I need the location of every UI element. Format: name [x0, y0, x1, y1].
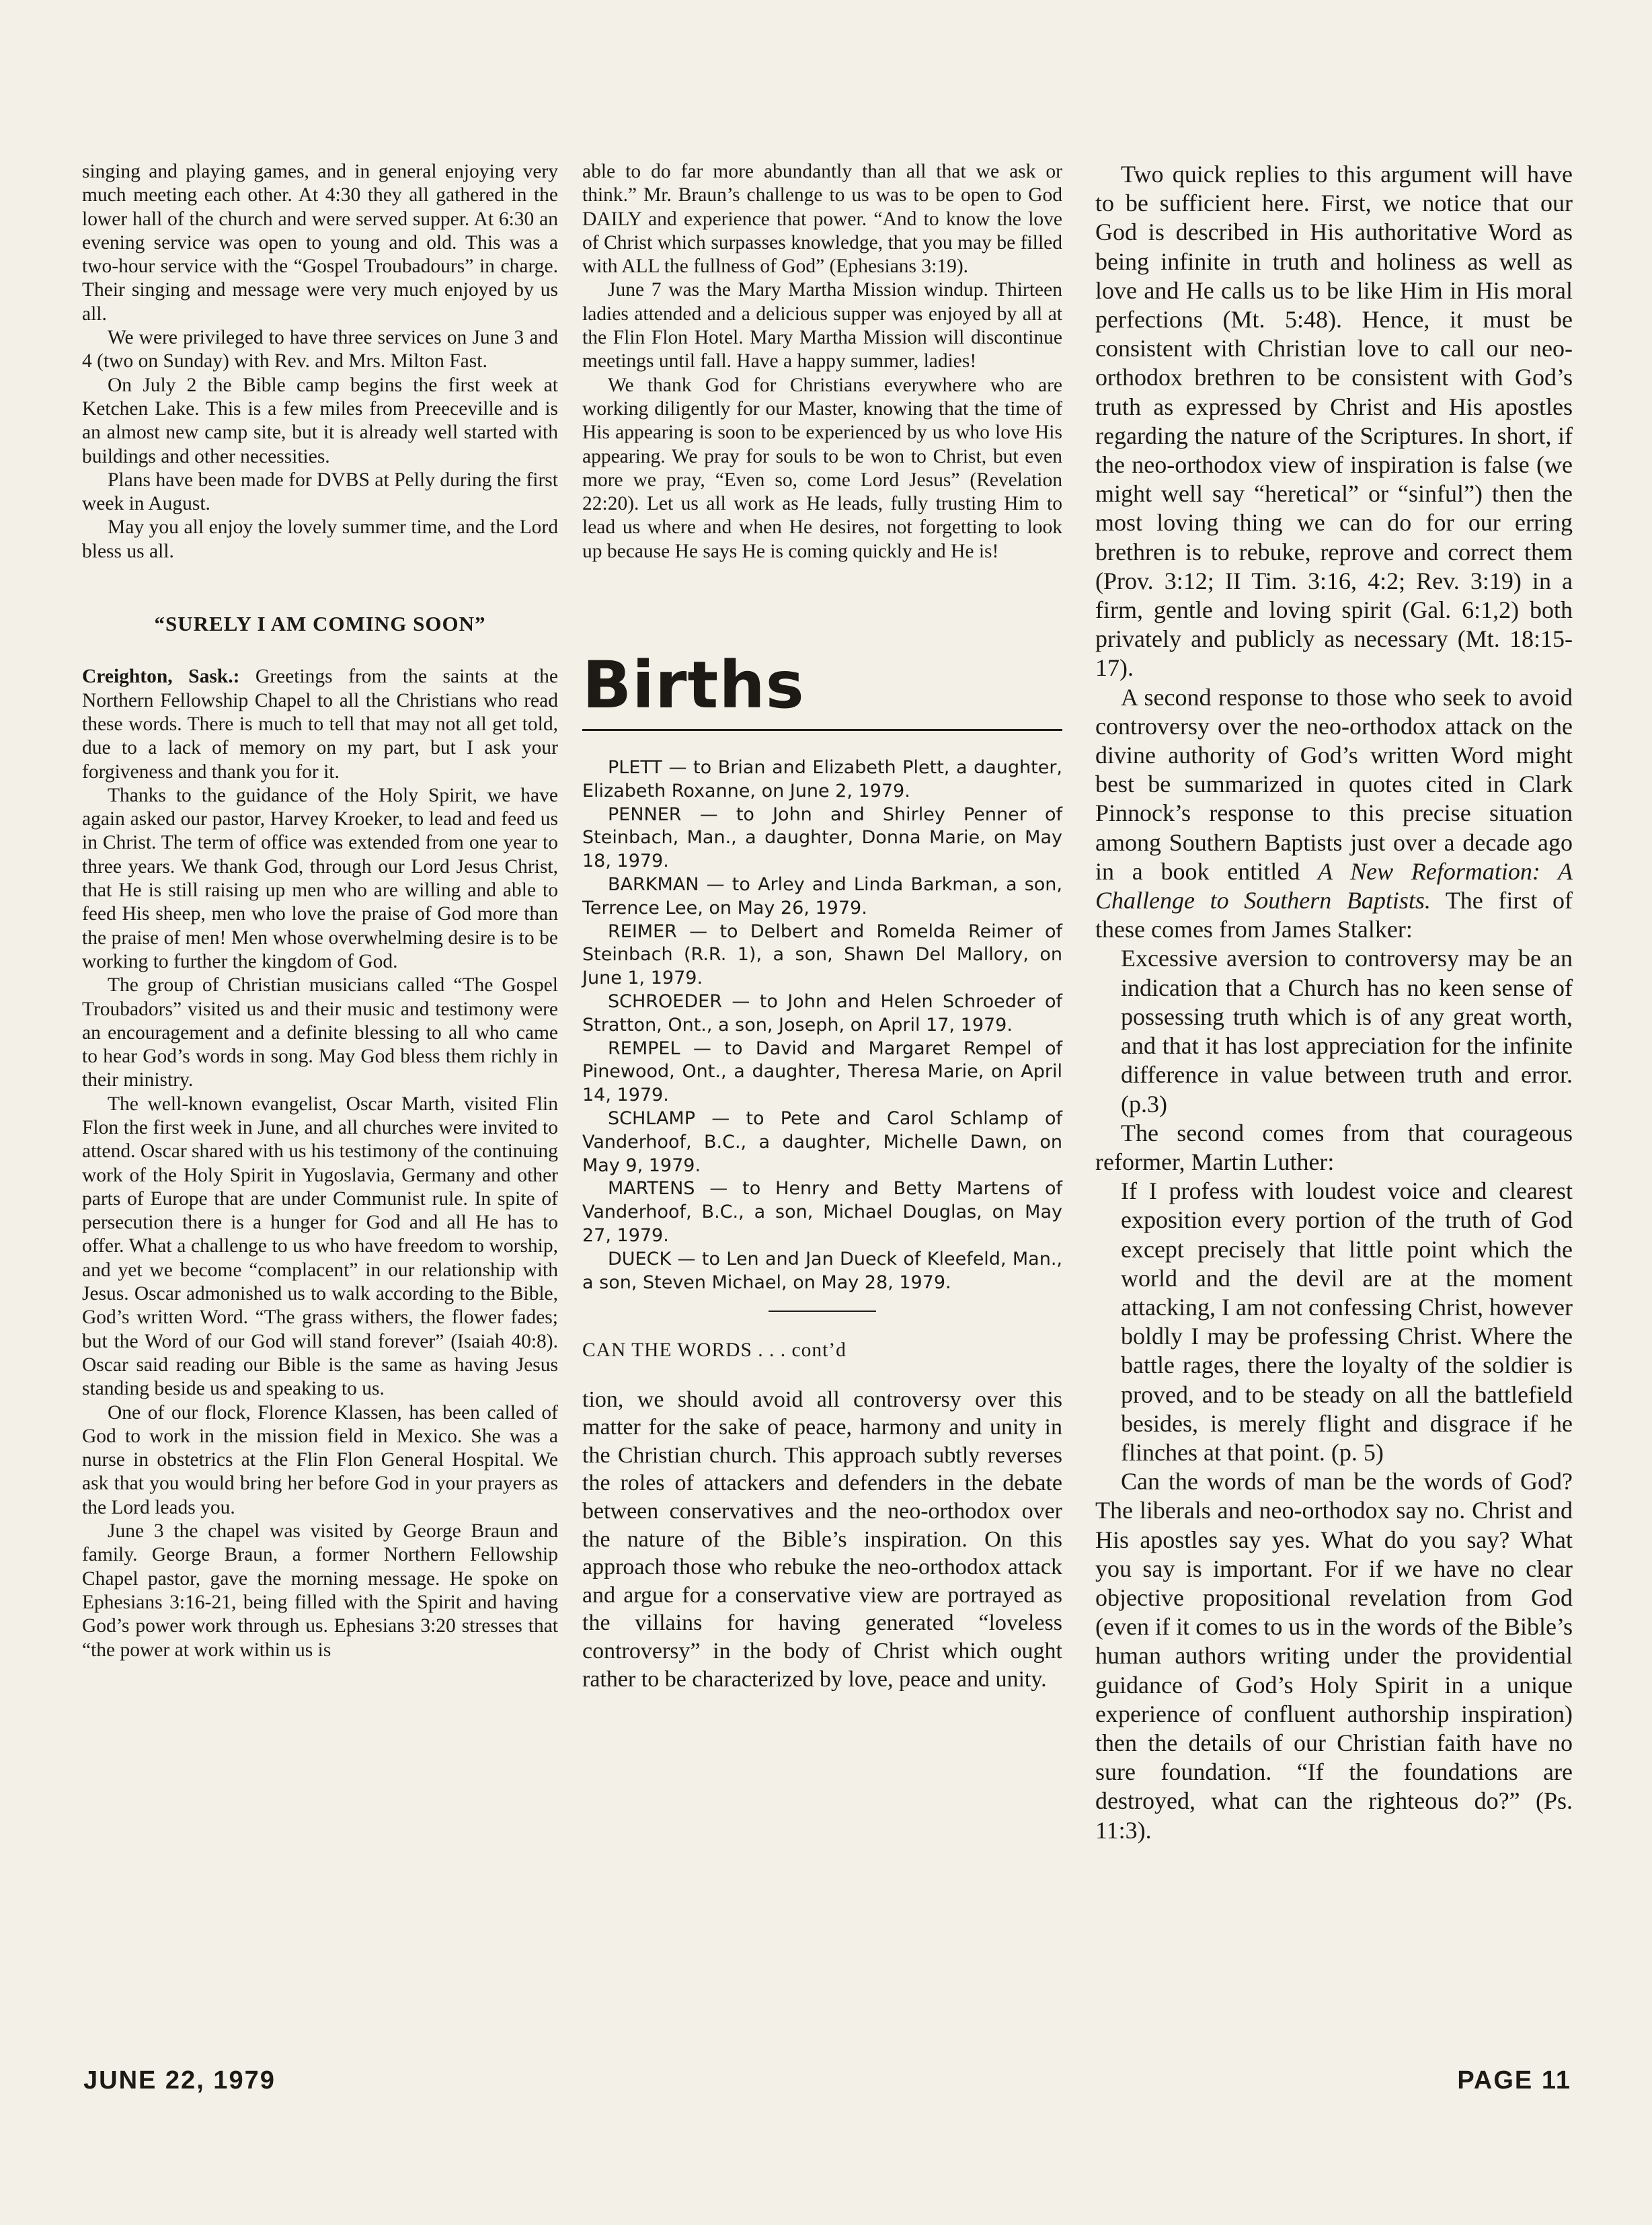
lead-text: Greetings from the saints at the Northern Fellowship Chapel to all the Christians who read these words. There is much to tell that may not all get told, due to a lack of memory on my part, but I ask your forgiveness and thank you for it. [82, 666, 558, 783]
dateline: Creighton, Sask.: [82, 666, 240, 688]
article-paragraph-6: June 7 was the Mary Martha Mission windup. Thirteen ladies attended and a delicious supper was enjoyed by all at the Flin Flon Hotel. Mary Martha Mission will discontinue meetings until fall. Have a happy summer, ladies! [582, 279, 1062, 373]
intro-paragraph-3: On July 2 the Bible camp begins the first week at Ketchen Lake. This is a few miles from Preeceville and is an almost new camp site, but it is already well started with buildings and other necessities. [82, 374, 558, 467]
birth-announcement: MARTENS — to Henry and Betty Martens of Vanderhoof, B.C., a son, Michael Douglas, on May 27, 1979. [582, 1178, 1062, 1246]
births-section-title: Births [582, 648, 1062, 731]
intro-paragraph-5: May you all enjoy the lovely summer time, and the Lord bless us all. [82, 516, 558, 562]
page-number: PAGE 11 [1457, 2066, 1571, 2095]
intro-paragraph-4: Plans have been made for DVBS at Pelly during the first week in August. [82, 469, 558, 515]
birth-announcement: REIMER — to Delbert and Romelda Reimer of Steinbach (R.R. 1), a son, Shawn Del Mallory, on June 1, 1979. [582, 921, 1062, 989]
article-heading: “SURELY I AM COMING SOON” [154, 612, 486, 636]
birth-announcement: SCHROEDER — to John and Helen Schroeder of Stratton, Ont., a son, Joseph, on April 17, 1979. [582, 991, 1062, 1036]
column-middle [582, 160, 1062, 1693]
article-paragraph-2: The group of Christian musicians called “The Gospel Troubadors” visited us and their music and testimony were an encouragement and a definite blessing to all who came to hear God’s words in song. May God bless them richly in their ministry. [82, 974, 558, 1091]
section-divider [769, 1311, 876, 1312]
continued-paragraph: tion, we should avoid all controversy over this matter for the sake of peace, harmony and unity in the Christian church. This approach subtly reverses the roles of attackers and defenders in the debate between conservatives and the neo-orthodox over the nature of the Bible’s inspiration. On this approach those who rebuke the neo-orthodox attack and argue for a conservative view are portrayed as the villains for having generated “loveless controversy” in the body of Christ which ought rather to be characterized by love, peace and unity. [582, 1387, 1062, 1692]
birth-announcement: REMPEL — to David and Margaret Rempel of Pinewood, Ont., a daughter, Theresa Marie, on April 14, 1979. [582, 1038, 1062, 1106]
article-paragraph-7: We thank God for Christians everywhere who are working diligently for our Master, knowing that the time of His appearing is soon to be experienced by us who love His appearing. We pray for souls to be won to Christ, but even more we pray, “Even so, come Lord Jesus” (Revelation 22:20). Let us all work as He leads, fully trusting Him to lead us where and when He desires, not forgetting to look up because He says He is coming quickly and He is! [582, 374, 1062, 562]
column-right [1095, 160, 1573, 1845]
birth-announcement: DUECK — to Len and Jan Dueck of Kleefeld, Man., a son, Steven Michael, on May 28, 1979. [582, 1248, 1062, 1293]
article-lead-paragraph [82, 665, 558, 783]
continued-kicker: CAN THE WORDS . . . cont’d [582, 1339, 847, 1362]
issue-date: JUNE 22, 1979 [83, 2066, 276, 2095]
paragraph-2-end: The first of these comes from James Stalker: [1095, 887, 1573, 943]
intro-paragraph-1: singing and playing games, and in general enjoying very much meeting each other. At 4:30 they all gathered in the lower hall of the church and were served supper. At 6:30 an evening service was open to young and old. This was a two-hour service with the “Gospel Troubadours” in charge. Their singing and message were very much enjoyed by us all. [82, 161, 558, 325]
paragraph-2-start: A second response to those who seek to avoid controversy over the neo-orthodox attack on the divine authority of God’s written Word might best be summarized in quotes cited in Clark Pinnock’s response to this precise situation among Southern Baptists just over a decade ago in a book entitled [1095, 683, 1573, 885]
article-paragraph-1: Thanks to the guidance of the Holy Spirit, we have again asked our pastor, Harvey Kroeker, to lead and feed us in Christ. The term of office was extended from one year to three years. We thank God, through our Lord Jesus Christ, that He is still raising up men who are willing and able to feed His sheep, men who love the praise of God more than the praise of men! Men whose overwhelming desire is to be working to further the kingdom of God. [82, 784, 558, 972]
book-title: A New Reformation: A Challenge to Southern Baptists. [1095, 857, 1573, 914]
block-quote-stalker: Excessive aversion to controversy may be an indication that a Church has no keen sense of possessing truth which is of any great worth, and that it has lost appreciation for the infinite difference in value between truth and error. (p.3) [1121, 945, 1573, 1118]
intro-paragraph-2: We were privileged to have three services on June 3 and 4 (two on Sunday) with Rev. and Mrs. Milton Fast. [82, 327, 558, 373]
birth-announcement: PLETT — to Brian and Elizabeth Plett, a daughter, Elizabeth Roxanne, on June 2, 1979. [582, 757, 1062, 802]
essay-paragraph-4: Can the words of man be the words of God? The liberals and neo-orthodox say no. Christ and His apostles say yes. What do you say? What you say is important. For if we have no clear objective propositional revelation from God (even if it comes to us in the words of the Bible’s human authors writing under the providential guidance of God’s Holy Spirit in a unique experience of confluent authorship inspiration) then the details of our Christian faith have no sure foundation. “If the foundations are destroyed, what can the righteous do?” (Ps. 11:3). [1095, 1468, 1573, 1844]
article-paragraph-4: One of our flock, Florence Klassen, has been called of God to work in the mission field in Mexico. She was a nurse in obstetrics at the Flin Flon General Hospital. We ask that you would bring her before God in your prayers as the Lord leads you. [82, 1401, 558, 1518]
birth-announcement: BARKMAN — to Arley and Linda Barkman, a son, Terrence Lee, on May 26, 1979. [582, 874, 1062, 919]
column-left [82, 160, 558, 1662]
essay-paragraph-3: The second comes from that courageous reformer, Martin Luther: [1095, 1119, 1573, 1175]
birth-announcement: PENNER — to John and Shirley Penner of Steinbach, Man., a daughter, Donna Marie, on May 18, 1979. [582, 804, 1062, 872]
block-quote-luther: If I profess with loudest voice and clearest exposition every portion of the truth of God except precisely that little point which the world and the devil are at the moment attacking, I am not confessing Christ, however boldly I may be professing Christ. Where the battle rages, there the loyalty of the soldier is proved, and to be steady on all the battlefield besides, is merely flight and disgrace if he flinches at that point. (p. 5) [1121, 1177, 1573, 1466]
article-paragraph-5: June 3 the chapel was visited by George Braun and family. George Braun, a former Northern Fellowship Chapel pastor, gave the morning message. He spoke on Ephesians 3:16-21, being filled with the Spirit and having God’s power work through us. Ephesians 3:20 stresses that “the power at work within us is [82, 1520, 558, 1661]
birth-announcement: SCHLAMP — to Pete and Carol Schlamp of Vanderhoof, B.C., a daughter, Michelle Dawn, on May 9, 1979. [582, 1108, 1062, 1176]
essay-paragraph-1: Two quick replies to this argument will have to be sufficient here. First, we notice that our God is described in His authoritative Word as being infinite in truth and holiness as well as love and He calls us to be like Him in His moral perfections (Mt. 5:48). Hence, it must be consistent with Christian love to call our neo-orthodox brethren to be consistent with God’s truth as expressed by Christ and His apostles regarding the nature of the Scriptures. In short, if the neo-orthodox view of inspiration is false (we might well say “heretical” or “sinful”) then the most loving thing we can do for our erring brethren is to rebuke, reprove and correct them (Prov. 3:12; II Tim. 3:16, 4:2; Rev. 3:19) in a firm, gentle and loving spirit (Gal. 6:1,2) both privately and publicly as necessary (Mt. 18:15-17). [1095, 161, 1573, 682]
essay-paragraph-2 [1095, 683, 1573, 945]
article-paragraph-3: The well-known evangelist, Oscar Marth, visited Flin Flon the first week in June, and all churches were invited to attend. Oscar shared with us his testimony of the continuing work of the Holy Spirit in Yugoslavia, Germany and other parts of Europe that are under Communist rule. In spite of persecution there is a hunger for God and all He has to offer. What a challenge to us who have freedom to worship, and yet we become “complacent” in our relationship with Jesus. Oscar admonished us to walk according to the Bible, God’s written Word. “The grass withers, the flower fades; but the Word of our God will stand forever” (Isaiah 40:8). Oscar said reading our Bible is the same as having Jesus standing beside us and speaking to us. [82, 1093, 558, 1400]
continued-article-text: able to do far more abundantly than all that we ask or think.” Mr. Braun’s challenge to us was to be open to God DAILY and experience that power. “And to know the love of Christ which surpasses knowledge, that you may be filled with ALL the fullness of God” (Ephesians 3:19). [582, 161, 1062, 278]
